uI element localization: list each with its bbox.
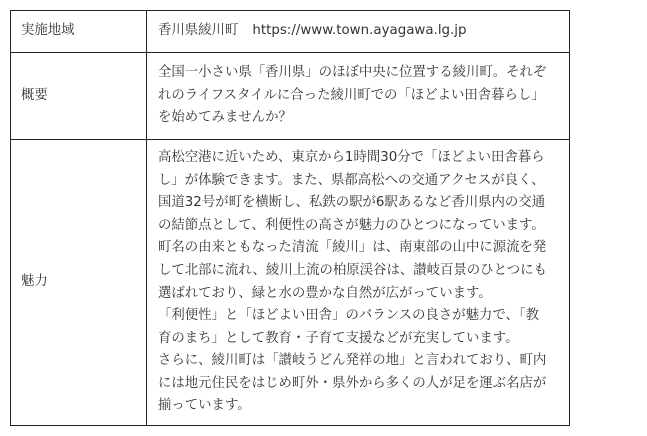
table-row <box>11 11 570 53</box>
appeal-label: 魅力 <box>11 140 147 426</box>
appeal-line: 育のまち」として教育・子育て支援などが充実しています。 <box>158 330 519 346</box>
overview-line: れのライフスタイルに合った綾川町での「ほどよい田舎暮らし」 <box>158 87 545 103</box>
appeal-line: 揃っています。 <box>158 398 251 414</box>
info-table <box>10 10 570 426</box>
table-row <box>11 53 570 140</box>
appeal-line: には地元住民をはじめ町外・県外から多くの人が足を運ぶ名店が <box>158 375 547 391</box>
appeal-line: さらに、綾川町は「讃岐うどん発祥の地」と言われており、町内 <box>158 353 547 369</box>
overview-line: を始めてみませんか？ <box>158 110 292 126</box>
appeal-line: 町名の由来ともなった清流「綾川」は、南東部の山中に源流を発 <box>158 240 547 256</box>
town-website-link[interactable]: https://www.town.ayagawa.lg.jp <box>252 23 467 39</box>
appeal-line: して北部に流れ、綾川上流の柏原渓谷は、讃岐百景のひとつにも <box>158 262 547 278</box>
appeal-line: 国道32号が町を横断し、私鉄の駅が6駅あるなど香川県内の交通 <box>158 195 546 211</box>
appeal-line: 「利便性」と「ほどよい田舎」のバランスの良さが魅力で、「教 <box>158 308 539 324</box>
overview-label: 概要 <box>11 53 147 140</box>
appeal-text <box>147 140 570 426</box>
appeal-line: し」が体験できます。また、県都高松への交通アクセスが良く、 <box>158 172 545 188</box>
appeal-line: 高松空港に近いため、東京から1時間30分で「ほどよい田舎暮ら <box>158 149 545 165</box>
overview-line: 全国一小さい県「香川県」のほぼ中央に位置する綾川町。それぞ <box>158 65 547 81</box>
area-label: 実施地域 <box>11 11 147 53</box>
area-name: 香川県綾川町 <box>158 23 239 39</box>
appeal-line: 選ばれており、緑と水の豊かな自然が広がっています。 <box>158 285 492 301</box>
table-row <box>11 140 570 426</box>
overview-text <box>147 53 570 140</box>
appeal-line: の結節点として、利便性の高さが魅力のひとつになっています。 <box>158 217 545 233</box>
area-value-cell <box>147 11 570 53</box>
